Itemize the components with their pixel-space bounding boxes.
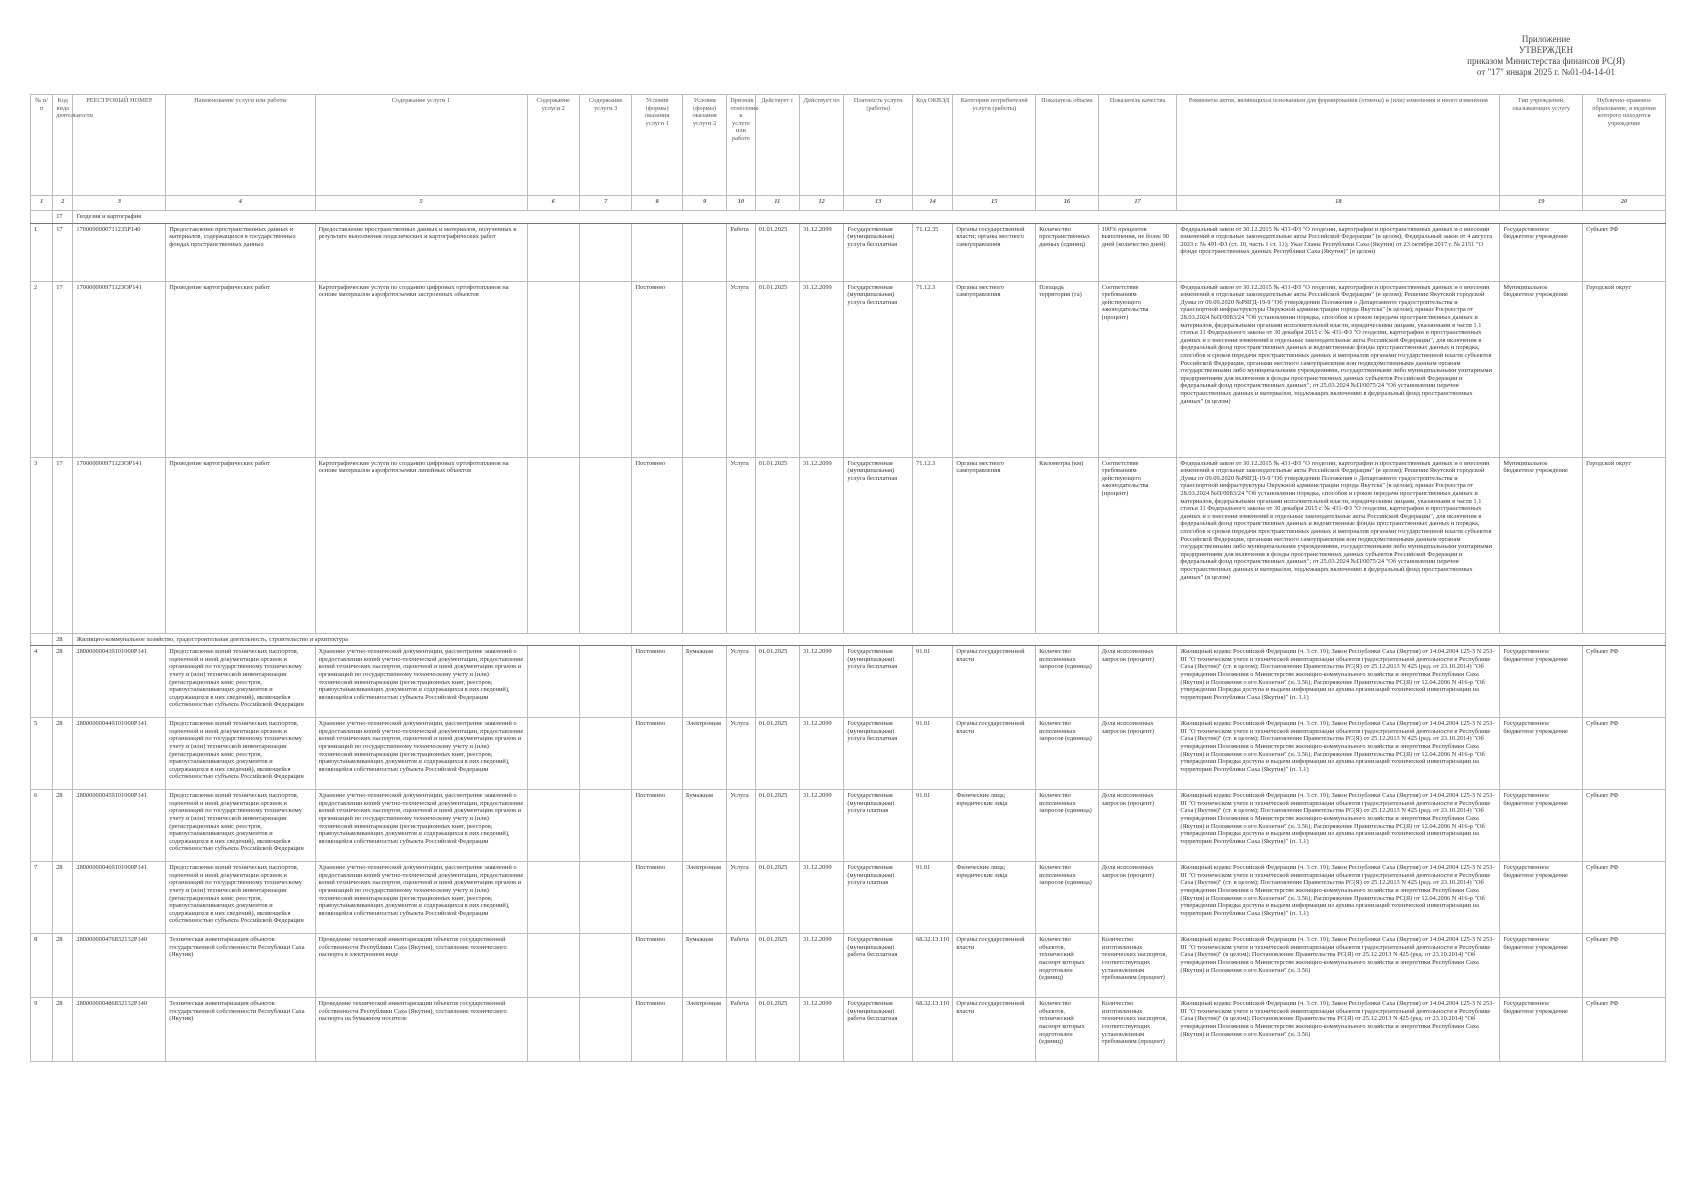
quality-indicator: 100% процентов выполнения, не более 90 дней (количество дней)	[1098, 223, 1177, 281]
service-content-1: Хранение учетно-технической документации, рассмотрение заявлений о предоставлении копий учетно-технической документации, предоставление копий технических паспортов, оценочной и иной документации органов и организаций по государственному техническому учету и (или) технической инвентаризации (регистрационных книг, реестров, правоустанавливающих документов и содержащихся в них сведений), являющейся собственностью субъекта Российской Федерации	[315, 718, 527, 790]
service-content-1: Хранение учетно-технической документации, рассмотрение заявлений о предоставлении копий учетно-технической документации, предоставление копий технических паспортов, оценочной и иной документации органов и организаций по государственному техническому учету и (или) технической инвентаризации (регистрационных книг, реестров, правоустанавливающих документов и содержащихся в них сведений), являющейся собственностью субъекта Российской Федерации	[315, 862, 527, 934]
column-number: 6	[527, 196, 579, 211]
service-content-3	[579, 457, 631, 633]
valid-to: 31.12.2099	[799, 718, 843, 790]
stamp-line-approved: УТВЕРЖДЕН	[1518, 45, 1574, 55]
quality-indicator: Количество изготовленных технических паспортов, соответствующих установленным требованиям (процент)	[1098, 998, 1177, 1062]
header-cell: № п/п	[31, 95, 53, 196]
payment-type: Государственная (муниципальная) услуга бесплатная	[844, 223, 913, 281]
legal-acts: Федеральный закон от 30.12.2015 № 431-ФЗ "О геодезии, картографии и пространственных данных и о внесении изменений в отдельные законодательные акты Российской Федерации" (в целом); Федеральный закон от 4 августа 2023 г. № 491-ФЗ (ст. 10, часть 1 ст. 11); Указ Главы Республики Саха (Якутия) от 23 октября 2017 г. № 2151 "О фонде пространственных данных Республики Саха (Якутия)" (в целом)	[1177, 223, 1500, 281]
header-cell: Категории потребителей услуги (работы)	[953, 95, 1036, 196]
activity-code: 28	[53, 646, 73, 718]
stamp-line-date: от "17" января 2025 г. №01-04-14-01	[1476, 67, 1616, 77]
valid-to: 31.12.2099	[799, 646, 843, 718]
service-content-3	[579, 281, 631, 457]
valid-from: 01.01.2025	[755, 457, 799, 633]
service-form-2	[682, 281, 726, 457]
service-sign: Работа	[727, 998, 755, 1062]
service-content-1: Картографические услуги по созданию цифровых ортофотопланов на основе материалов аэрофотосъемки застроенных объектов	[315, 281, 527, 457]
consumer-category: Органы государственной власти	[953, 718, 1036, 790]
activity-code: 17	[53, 281, 73, 457]
service-content-3	[579, 646, 631, 718]
volume-indicator: Количество исполненных запросов (единица)	[1036, 646, 1099, 718]
volume-indicator: Километры (км)	[1036, 457, 1099, 633]
legal-acts: Жилищный кодекс Российской Федерации (ч. 3 ст. 19); Закон Республики Саха (Якутия) от 14.04.2004 125-З N 253-III "О техническом учете и технической инвентаризации объектов градостроительной деятельности в Республике Саха (Якутия)" (в целом); Постановление Правительства РС(Я) от 25.12.2013 N 425 (ред. от 23.10.2014) "Об утверждении Положения о Министерстве жилищно-коммунального хозяйства и энергетики Республики Саха (Якутия) и Положения о его Коллегии" (п. 3.56)	[1177, 934, 1500, 998]
registry-table	[30, 94, 1666, 1062]
service-content-2	[527, 281, 579, 457]
volume-indicator: Количество исполненных запросов (единица)	[1036, 862, 1099, 934]
payment-type: Государственная (муниципальная) услуга бесплатная	[844, 457, 913, 633]
registry-number: 280000000476832132P140	[73, 934, 166, 998]
service-content-2	[527, 718, 579, 790]
column-number: 11	[755, 196, 799, 211]
column-number: 4	[166, 196, 315, 211]
row-number: 8	[31, 934, 53, 998]
payment-type: Государственная (муниципальная) услуга платная	[844, 790, 913, 862]
legal-acts: Жилищный кодекс Российской Федерации (ч. 3 ст. 19); Закон Республики Саха (Якутия) от 14.04.2004 125-З N 253-III "О техническом учете и технической инвентаризации объектов градостроительной деятельности в Республике Саха (Якутия)" (ст. в целом); Постановление Правительства РС(Я) от 25.12.2013 N 425 (ред. от 23.10.2014) "Об утверждении Положения о Министерстве жилищно-коммунального хозяйства и энергетики Республики Саха (Якутия) и Положения о его Коллегии" (п. 3.56); Распоряжение Правительства РС(Я) от 12.04.2006 N 416-р "Об утверждении Порядка доступа и выдачи информации из архива организаций технической инвентаризации на территории Республики Саха (Якутия)" (п. 1.1)	[1177, 790, 1500, 862]
row-number: 4	[31, 646, 53, 718]
row-number: 6	[31, 790, 53, 862]
header-row	[31, 95, 1666, 196]
service-form-2: Бумажная	[682, 646, 726, 718]
legal-acts: Федеральный закон от 30.12.2015 № 431-ФЗ "О геодезии, картографии и пространственных данных и о внесении изменений в отдельные законодательные акты Российской Федерации" (в целом); Решение Якутской городской Думы от 09.09.2020 №РЯГД-19-9 "Об утверждении Положения о Департаменте градостроительства и транспортной инфраструктуры Окружной администрации города Якутска" (в целом); приказ Росреестра от 28.03.2024 №П/0083/24 "Об установлении порядка, способов и сроков передачи пространственных данных и материалов, федеральными органами исполнительной власти, юридическими лицами, указанными в части 1.1 статьи 11 Федерального закона от 30 декабря 2015 г. № 431-ФЗ "О геодезии, картографии и пространственных данных и о внесении изменений в отдельные законодательные акты Российской Федерации", для включения в федеральный фонд пространственных данных и ведомственные фонды пространственных данных и порядка, способов и сроков передачи пространственных данных и материалов органами государственной власти субъектов Российской Федерации, органами местного самоуправления или подведомственными данным органам государственными либо муниципальными учреждениями, государственными либо муниципальными унитарными предприятиями для включения в фонды пространственных данных субъектов Российской Федерации и федеральный фонд пространственных данных"; от 25.03.2024 №П/0075/24 "Об установлении перечня пространственных данных и материалов, подлежащих включению в федеральный фонд пространственных данных" (в целом)	[1177, 457, 1500, 633]
row-number: 3	[31, 457, 53, 633]
service-content-1: Проведение технической инвентаризации объектов государственной собственности Республики Саха (Якутия), составление технического паспорта в электронном виде	[315, 934, 527, 998]
service-content-1: Хранение учетно-технической документации, рассмотрение заявлений о предоставлении копий учетно-технической документации, предоставление копий технических паспортов, оценочной и иной документации органов и организаций по государственному техническому учету и (или) технической инвентаризации (регистрационных книг, реестров, правоустанавливающих документов и содержащихся в них сведений), являющейся собственностью субъекта Российской Федерации	[315, 646, 527, 718]
service-name: Проведение картографических работ	[166, 457, 315, 633]
valid-from: 01.01.2025	[755, 862, 799, 934]
column-number: 9	[682, 196, 726, 211]
activity-code: 17	[53, 457, 73, 633]
public-entity: Субъект РФ	[1583, 646, 1666, 718]
payment-type: Государственная (муниципальная) работа бесплатная	[844, 934, 913, 998]
valid-from: 01.01.2025	[755, 934, 799, 998]
payment-type: Государственная (муниципальная) услуга бесплатная	[844, 281, 913, 457]
quality-indicator: Соответствие требованиям действующего законодательства (процент)	[1098, 457, 1177, 633]
valid-to: 31.12.2099	[799, 457, 843, 633]
service-content-3	[579, 223, 631, 281]
institution-type: Государственное бюджетное учреждение	[1500, 790, 1583, 862]
service-sign: Услуга	[727, 790, 755, 862]
column-number: 17	[1098, 196, 1177, 211]
service-content-3	[579, 934, 631, 998]
legal-acts: Жилищный кодекс Российской Федерации (ч. 3 ст. 19); Закон Республики Саха (Якутия) от 14.04.2004 125-З N 253-III "О техническом учете и технической инвентаризации объектов градостроительной деятельности в Республике Саха (Якутия)" (ст. в целом); Постановление Правительства РС(Я) от 25.12.2013 N 425 (ред. от 23.10.2014) "Об утверждении Положения о Министерстве жилищно-коммунального хозяйства и энергетики Республики Саха (Якутия) и Положения о его Коллегии" (п. 3.56); Распоряжение Правительства РС(Я) от 12.04.2006 N 416-р "Об утверждении Порядка доступа и выдачи информации из архива организаций технической инвентаризации на территории Республики Саха (Якутия)" (п. 1.1)	[1177, 646, 1500, 718]
consumer-category: Физические лица; юридические лица	[953, 862, 1036, 934]
activity-code: 17	[53, 223, 73, 281]
legal-acts: Жилищный кодекс Российской Федерации (ч. 3 ст. 19); Закон Республики Саха (Якутия) от 14.04.2004 125-З N 253-III "О техническом учете и технической инвентаризации объектов градостроительной деятельности в Республике Саха (Якутия)" (ст. в целом); Постановление Правительства РС(Я) от 25.12.2013 N 425 (ред. от 23.10.2014) "Об утверждении Положения о Министерстве жилищно-коммунального хозяйства и энергетики Республики Саха (Якутия) и Положения о его Коллегии" (п. 3.56); Распоряжение Правительства РС(Я) от 12.04.2006 N 416-р "Об утверждении Порядка доступа и выдачи информации из архива организаций технической инвентаризации на территории Республики Саха (Якутия)" (п. 1.1)	[1177, 718, 1500, 790]
okved-code: 91.01	[913, 646, 953, 718]
service-content-3	[579, 718, 631, 790]
row-number: 2	[31, 281, 53, 457]
public-entity: Субъект РФ	[1583, 862, 1666, 934]
column-number: 3	[73, 196, 166, 211]
column-number: 2	[53, 196, 73, 211]
valid-to: 31.12.2099	[799, 934, 843, 998]
column-number-row	[31, 196, 1666, 211]
header-cell: Публично-правовое образование, в ведении которого находится учреждение	[1583, 95, 1666, 196]
table-row	[31, 281, 1666, 457]
volume-indicator: Количество объектов, технический паспорт которых подготовлен (единиц)	[1036, 998, 1099, 1062]
service-name: Проведение картографических работ	[166, 281, 315, 457]
table-row	[31, 934, 1666, 998]
quality-indicator: Доля исполненных запросов (процент)	[1098, 790, 1177, 862]
okved-code: 91.01	[913, 862, 953, 934]
service-content-2	[527, 223, 579, 281]
service-content-2	[527, 934, 579, 998]
header-cell: Условия (формы) оказания услуги 2	[682, 95, 726, 196]
consumer-category: Органы государственной власти; органы местного самоуправления	[953, 223, 1036, 281]
registry-number: 170000000971123OP141	[73, 457, 166, 633]
table-row	[31, 718, 1666, 790]
institution-type: Государственное бюджетное учреждение	[1500, 646, 1583, 718]
header-cell: Содержание услуги 3	[579, 95, 631, 196]
column-number: 14	[913, 196, 953, 211]
consumer-category: Органы местного самоуправления	[953, 457, 1036, 633]
quality-indicator: Доля исполненных запросов (процент)	[1098, 646, 1177, 718]
section-code: 17	[53, 211, 73, 224]
okved-code: 71.12.35	[913, 223, 953, 281]
header-cell: Признак отнесения к услуге или работе	[727, 95, 755, 196]
public-entity: Субъект РФ	[1583, 223, 1666, 281]
institution-type: Государственное бюджетное учреждение	[1500, 718, 1583, 790]
public-entity: Субъект РФ	[1583, 934, 1666, 998]
institution-type: Государственное бюджетное учреждение	[1500, 223, 1583, 281]
service-sign: Услуга	[727, 646, 755, 718]
consumer-category: Органы государственной власти	[953, 934, 1036, 998]
service-content-1: Проведение технической инвентаризации объектов государственной собственности Республики Саха (Якутия), составление технического паспорта на бумажном носителе	[315, 998, 527, 1062]
service-form-1: Постоянно	[632, 718, 682, 790]
header-cell: Код ОКВЭД	[913, 95, 953, 196]
header-cell: Реквизиты актов, являющихся основанием для формирования (отмены) и (или) изменения и иного изменения	[1177, 95, 1500, 196]
activity-code: 28	[53, 790, 73, 862]
section-row-geodesy	[31, 211, 1666, 224]
activity-code: 28	[53, 718, 73, 790]
header-cell: Содержание услуги 2	[527, 95, 579, 196]
table-row	[31, 457, 1666, 633]
valid-from: 01.01.2025	[755, 998, 799, 1062]
public-entity: Городской округ	[1583, 457, 1666, 633]
column-number: 16	[1036, 196, 1099, 211]
registry-number: 1700000000711235P140	[73, 223, 166, 281]
service-name: Предоставление копий технических паспортов, оценочной и иной документации органов и организаций по государственному техническому учету и (или) технической инвентаризации (регистрационных книг, реестров, правоустанавливающих документов и содержащихся в них сведений), являющейся собственностью субъекта Российской Федерации	[166, 862, 315, 934]
row-number: 1	[31, 223, 53, 281]
activity-code: 28	[53, 998, 73, 1062]
institution-type: Государственное бюджетное учреждение	[1500, 998, 1583, 1062]
public-entity: Субъект РФ	[1583, 718, 1666, 790]
volume-indicator: Количество пространственных данных (единиц)	[1036, 223, 1099, 281]
header-cell: Код вида деятельности	[53, 95, 73, 196]
service-sign: Работа	[727, 934, 755, 998]
valid-from: 01.01.2025	[755, 223, 799, 281]
public-entity: Субъект РФ	[1583, 790, 1666, 862]
service-sign: Услуга	[727, 281, 755, 457]
okved-code: 68.32.13.110	[913, 934, 953, 998]
valid-from: 01.01.2025	[755, 646, 799, 718]
table-row	[31, 790, 1666, 862]
service-content-2	[527, 998, 579, 1062]
approval-stamp	[1436, 34, 1656, 78]
service-form-1: Постоянно	[632, 646, 682, 718]
table-row	[31, 223, 1666, 281]
valid-to: 31.12.2099	[799, 281, 843, 457]
column-number: 20	[1583, 196, 1666, 211]
service-content-2	[527, 457, 579, 633]
service-form-1: Постоянно	[632, 790, 682, 862]
payment-type: Государственная (муниципальная) услуга платная	[844, 862, 913, 934]
quality-indicator: Доля исполненных запросов (процент)	[1098, 718, 1177, 790]
quality-indicator: Количество изготовленных технических паспортов, соответствующих установленным требованиям (процент)	[1098, 934, 1177, 998]
header-cell: Наименование услуги или работы	[166, 95, 315, 196]
header-cell: Действует по	[799, 95, 843, 196]
column-number: 8	[632, 196, 682, 211]
column-number: 7	[579, 196, 631, 211]
valid-to: 31.12.2099	[799, 998, 843, 1062]
registry-number: 280000000449101000P141	[73, 718, 166, 790]
service-sign: Услуга	[727, 718, 755, 790]
quality-indicator: Доля исполненных запросов (процент)	[1098, 862, 1177, 934]
section-title: Геодезия и картография	[73, 211, 1666, 224]
valid-to: 31.12.2099	[799, 223, 843, 281]
volume-indicator: Количество исполненных запросов (единица)	[1036, 718, 1099, 790]
service-content-1: Предоставление пространственных данных и материалов, полученных в результате выполнения геодезических и картографических работ	[315, 223, 527, 281]
okved-code: 71.12.3	[913, 457, 953, 633]
table-row	[31, 646, 1666, 718]
service-form-1: Постоянно	[632, 281, 682, 457]
consumer-category: Органы государственной власти	[953, 646, 1036, 718]
column-number: 5	[315, 196, 527, 211]
institution-type: Государственное бюджетное учреждение	[1500, 934, 1583, 998]
institution-type: Муниципальное бюджетное учреждение	[1500, 457, 1583, 633]
registry-number: 280000000459101000P141	[73, 790, 166, 862]
institution-type: Муниципальное бюджетное учреждение	[1500, 281, 1583, 457]
legal-acts: Жилищный кодекс Российской Федерации (ч. 3 ст. 19); Закон Республики Саха (Якутия) от 14.04.2004 125-З N 253-III "О техническом учете и технической инвентаризации объектов градостроительной деятельности в Республике Саха (Якутия)" (ст. в целом); Постановление Правительства РС(Я) от 25.12.2013 N 425 (ред. от 23.10.2014) "Об утверждении Положения о Министерстве жилищно-коммунального хозяйства и энергетики Республики Саха (Якутия) и Положения о его Коллегии" (п. 3.56); Распоряжение Правительства РС(Я) от 12.04.2006 N 416-р "Об утверждении Порядка доступа и выдачи информации из архива организаций технической инвентаризации на территории Республики Саха (Якутия)" (п. 1.1)	[1177, 862, 1500, 934]
okved-code: 71.12.3	[913, 281, 953, 457]
row-number: 5	[31, 718, 53, 790]
okved-code: 91.01	[913, 718, 953, 790]
quality-indicator: Соответствие требованиям действующего законодательства (процент)	[1098, 281, 1177, 457]
volume-indicator: Количество объектов, технический паспорт которых подготовлен (единиц)	[1036, 934, 1099, 998]
service-form-1: Постоянно	[632, 862, 682, 934]
service-form-2: Электронная	[682, 862, 726, 934]
registry-number: 280000000439101000P141	[73, 646, 166, 718]
service-content-3	[579, 862, 631, 934]
service-content-2	[527, 862, 579, 934]
row-number: 9	[31, 998, 53, 1062]
section-row-housing	[31, 633, 1666, 646]
row-number: 7	[31, 862, 53, 934]
legal-acts: Жилищный кодекс Российской Федерации (ч. 3 ст. 19); Закон Республики Саха (Якутия) от 14.04.2004 125-З N 253-III "О техническом учете и технической инвентаризации объектов градостроительной деятельности в Республике Саха (Якутия)" (в целом); Постановление Правительства РС(Я) от 25.12.2013 N 425 (ред. от 23.10.2014) "Об утверждении Положения о Министерстве жилищно-коммунального хозяйства и энергетики Республики Саха (Якутия) и Положения о его Коллегии" (п. 3.56)	[1177, 998, 1500, 1062]
table-row	[31, 998, 1666, 1062]
volume-indicator: Количество исполненных запросов (единица)	[1036, 790, 1099, 862]
valid-to: 31.12.2099	[799, 862, 843, 934]
service-form-2: Электронная	[682, 718, 726, 790]
column-number: 13	[844, 196, 913, 211]
valid-to: 31.12.2099	[799, 790, 843, 862]
service-sign: Работа	[727, 223, 755, 281]
okved-code: 91.01	[913, 790, 953, 862]
column-number: 12	[799, 196, 843, 211]
activity-code: 28	[53, 862, 73, 934]
consumer-category: Физические лица; юридические лица	[953, 790, 1036, 862]
service-content-1: Картографические услуги по созданию цифровых ортофотопланов на основе материалов аэрофотосъемки линейных объектов	[315, 457, 527, 633]
service-form-2: Электронная	[682, 998, 726, 1062]
consumer-category: Органы государственной власти	[953, 998, 1036, 1062]
service-form-2	[682, 223, 726, 281]
institution-type: Государственное бюджетное учреждение	[1500, 862, 1583, 934]
service-content-3	[579, 998, 631, 1062]
service-name: Предоставление пространственных данных и материалов, содержащихся в государственных фондах пространственных данных	[166, 223, 315, 281]
section-title: Жилищно-коммунальное хозяйство, градостроительная деятельность, строительство и архитектура	[73, 633, 1666, 646]
column-number: 10	[727, 196, 755, 211]
service-content-3	[579, 790, 631, 862]
stamp-line-appendix: Приложение	[1521, 34, 1571, 44]
service-name: Техническая инвентаризация объектов государственной собственности Республики Саха (Якутия)	[166, 998, 315, 1062]
column-number: 18	[1177, 196, 1500, 211]
service-form-1: Постоянно	[632, 998, 682, 1062]
service-form-2	[682, 457, 726, 633]
valid-from: 01.01.2025	[755, 790, 799, 862]
stamp-line-order: приказом Министерства финансов РС(Я)	[1467, 56, 1625, 66]
service-content-2	[527, 646, 579, 718]
header-cell: Действует с	[755, 95, 799, 196]
registry-number: 280000000486832132P140	[73, 998, 166, 1062]
registry-number: 170000000971123OP141	[73, 281, 166, 457]
column-number: 19	[1500, 196, 1583, 211]
volume-indicator: Площадь территории (га)	[1036, 281, 1099, 457]
header-cell: Платность услуги (работы)	[844, 95, 913, 196]
column-number: 15	[953, 196, 1036, 211]
service-name: Предоставление копий технических паспортов, оценочной и иной документации органов и организаций по государственному техническому учету и (или) технической инвентаризации (регистрационных книг, реестров, правоустанавливающих документов и содержащихся в них сведений), являющейся собственностью субъекта Российской Федерации	[166, 646, 315, 718]
header-cell: Показатель качества	[1098, 95, 1177, 196]
service-form-1: Постоянно	[632, 457, 682, 633]
section-code: 28	[53, 633, 73, 646]
service-name: Техническая инвентаризация объектов государственной собственности Республики Саха (Якутия)	[166, 934, 315, 998]
valid-from: 01.01.2025	[755, 281, 799, 457]
registry-number: 280000000469101000P141	[73, 862, 166, 934]
service-content-2	[527, 790, 579, 862]
service-name: Предоставление копий технических паспортов, оценочной и иной документации органов и организаций по государственному техническому учету и (или) технической инвентаризации (регистрационных книг, реестров, правоустанавливающих документов и содержащихся в них сведений), являющейся собственностью субъекта Российской Федерации	[166, 718, 315, 790]
valid-from: 01.01.2025	[755, 718, 799, 790]
consumer-category: Органы местного самоуправления	[953, 281, 1036, 457]
header-cell: РЕЕСТРОВЫЙ НОМЕР	[73, 95, 166, 196]
okved-code: 68.32.13.110	[913, 998, 953, 1062]
column-number: 1	[31, 196, 53, 211]
public-entity: Городской округ	[1583, 281, 1666, 457]
payment-type: Государственная (муниципальная) работа бесплатная	[844, 998, 913, 1062]
table-row	[31, 862, 1666, 934]
payment-type: Государственная (муниципальная) услуга бесплатная	[844, 718, 913, 790]
service-sign: Услуга	[727, 457, 755, 633]
service-form-2: Бумажная	[682, 934, 726, 998]
header-cell: Условия (формы) оказания услуги 1	[632, 95, 682, 196]
service-name: Предоставление копий технических паспортов, оценочной и иной документации органов и организаций по государственному техническому учету и (или) технической инвентаризации (регистрационных книг, реестров, правоустанавливающих документов и содержащихся в них сведений), являющейся собственностью субъекта Российской Федерации	[166, 790, 315, 862]
service-content-1: Хранение учетно-технической документации, рассмотрение заявлений о предоставлении копий учетно-технической документации, предоставление копий технических паспортов, оценочной и иной документации органов и организаций по государственному техническому учету и (или) технической инвентаризации (регистрационных книг, реестров, правоустанавливающих документов и содержащихся в них сведений), являющейся собственностью субъекта Российской Федерации	[315, 790, 527, 862]
header-cell: Тип учреждений, оказывающих услугу	[1500, 95, 1583, 196]
public-entity: Субъект РФ	[1583, 998, 1666, 1062]
service-form-1	[632, 223, 682, 281]
service-form-1: Постоянно	[632, 934, 682, 998]
payment-type: Государственная (муниципальная) услуга бесплатная	[844, 646, 913, 718]
service-form-2: Бумажная	[682, 790, 726, 862]
legal-acts: Федеральный закон от 30.12.2015 № 431-ФЗ "О геодезии, картографии и пространственных данных и о внесении изменений в отдельные законодательные акты Российской Федерации" (в целом); Решение Якутской городской Думы от 09.09.2020 №РЯГД-19-9 "Об утверждении Положения о Департаменте градостроительства и транспортной инфраструктуры Окружной администрации города Якутска" (в целом); приказ Росреестра от 28.03.2024 №П/0083/24 "Об установлении порядка, способов и сроков передачи пространственных данных и материалов, федеральными органами исполнительной власти, юридическими лицами, указанными в части 1.1 статьи 11 Федерального закона от 30 декабря 2015 г. № 431-ФЗ "О геодезии, картографии и пространственных данных и о внесении изменений в отдельные законодательные акты Российской Федерации", для включения в федеральный фонд пространственных данных и ведомственные фонды пространственных данных и порядка, способов и сроков передачи пространственных данных и материалов органами государственной власти субъектов Российской Федерации, органами местного самоуправления или подведомственными данным органам государственными либо муниципальными учреждениями, государственными либо муниципальными унитарными предприятиями для включения в фонды пространственных данных субъектов Российской Федерации и федеральный фонд пространственных данных"; от 25.03.2024 №П/0075/24 "Об установлении перечня пространственных данных и материалов, подлежащих включению в федеральный фонд пространственных данных" (в целом)	[1177, 281, 1500, 457]
service-sign: Услуга	[727, 862, 755, 934]
header-cell: Показатель объема	[1036, 95, 1099, 196]
header-cell: Содержание услуги 1	[315, 95, 527, 196]
activity-code: 28	[53, 934, 73, 998]
